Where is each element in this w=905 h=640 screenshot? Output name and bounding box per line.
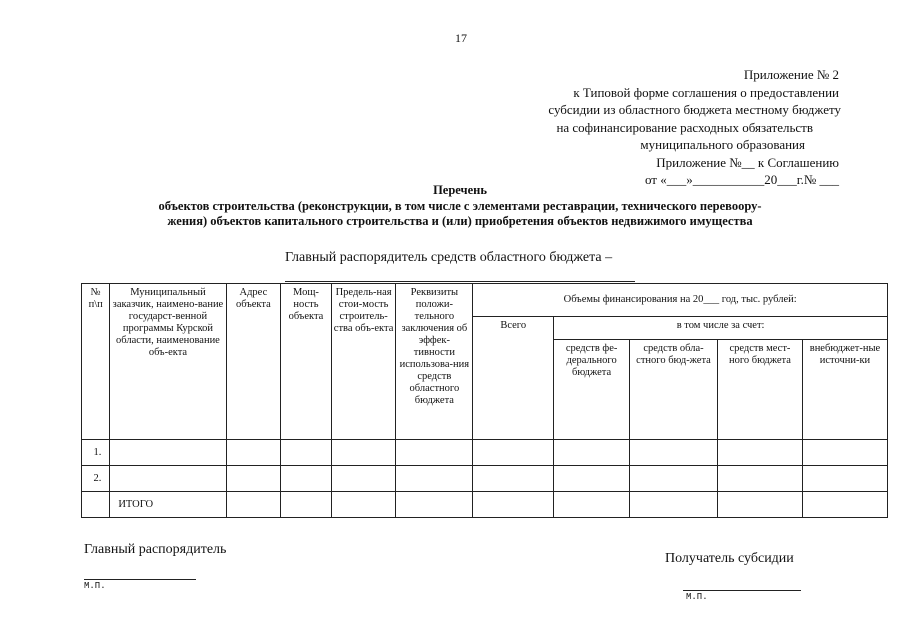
recipient-signature-label: Получатель субсидии bbox=[665, 551, 794, 566]
annex-line: муниципального образования bbox=[640, 137, 805, 152]
header-federal: средств фе-дерального бюджета bbox=[554, 340, 630, 440]
manager-signature-line bbox=[84, 579, 196, 580]
total-row bbox=[82, 492, 888, 518]
header-extra: внебюджет-ные источни-ки bbox=[802, 340, 887, 440]
page-number: 17 bbox=[455, 31, 467, 45]
header-max-cost: Предель-ная стои-мость строитель-ства объ-екта bbox=[331, 284, 396, 440]
header-customer: Муниципальный заказчик, наимено-вание государст-венной программы Курской области, наименование объ-екта bbox=[110, 284, 226, 440]
annex-line: к Типовой форме соглашения о предоставлении bbox=[573, 84, 839, 100]
annex-line: субсидии из областного бюджета местному бюджету bbox=[548, 102, 841, 117]
header-num: № п\п bbox=[82, 284, 110, 440]
title-line: объектов строительства (реконструкции, в том числе с элементами реставрации, технического перевоору- bbox=[158, 199, 762, 213]
table-row bbox=[82, 440, 888, 466]
header-requisites: Реквизиты положи-тельного заключения об эффек-тивности использова-ния средств областного бюджета bbox=[396, 284, 473, 440]
row-number: 1. bbox=[82, 440, 110, 466]
annex-line: от «___»___________20___г.№ ___ bbox=[644, 172, 839, 187]
row-number: 2. bbox=[82, 466, 110, 492]
manager-label: Главный распорядитель средств областного бюджета – bbox=[285, 250, 613, 265]
annex-line: на софинансирование расходных обязательств bbox=[556, 119, 813, 135]
annex-line: Приложение № 2 bbox=[743, 67, 839, 82]
annex-block bbox=[419, 66, 839, 189]
document-subtitle bbox=[60, 199, 860, 229]
header-capacity: Мощ-ность объекта bbox=[281, 284, 332, 440]
stamp-label-left: М.П. bbox=[84, 581, 106, 591]
table-row bbox=[82, 466, 888, 492]
annex-line: Приложение №__ к Соглашению bbox=[656, 154, 839, 170]
stamp-label-right: М.П. bbox=[686, 592, 708, 602]
manager-underline bbox=[285, 281, 635, 282]
header-local: средств мест-ного бюджета bbox=[717, 340, 802, 440]
title-heading: Перечень bbox=[433, 183, 487, 197]
document-title bbox=[60, 183, 860, 198]
total-label: ИТОГО bbox=[110, 492, 226, 518]
objects-table bbox=[81, 283, 888, 518]
recipient-signature-line bbox=[683, 590, 801, 591]
header-funding: Объемы финансирования на 20___ год, тыс. рублей: bbox=[473, 284, 888, 317]
header-total: Всего bbox=[473, 317, 554, 440]
header-address: Адрес объекта bbox=[226, 284, 281, 440]
manager-signature-label: Главный распорядитель bbox=[84, 542, 227, 557]
header-regional: средств обла-стного бюд-жета bbox=[630, 340, 718, 440]
header-including: в том числе за счет: bbox=[554, 317, 888, 340]
title-line: жения) объектов капитального строительства и (или) приобретения объектов недвижимого имущества bbox=[167, 214, 753, 228]
